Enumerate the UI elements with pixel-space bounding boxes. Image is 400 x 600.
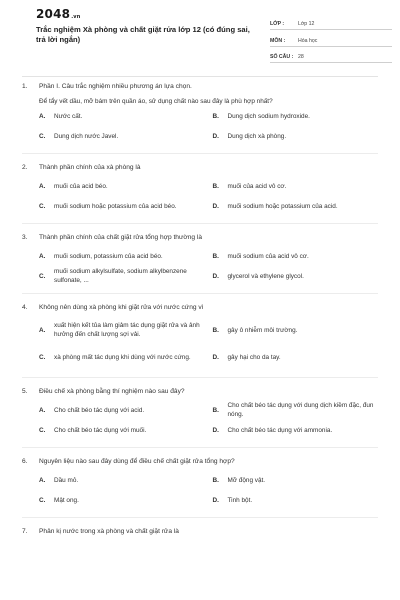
option-letter: A. [39, 252, 46, 260]
question-text: Điều chế xà phòng bằng thí nghiệm nào sau đây? [39, 388, 185, 395]
option-letter: C. [39, 132, 46, 140]
option[interactable] [213, 316, 379, 344]
meta-label: MÔN : [270, 37, 286, 44]
option[interactable] [39, 246, 205, 266]
option-letter: D. [212, 272, 219, 280]
option-letter: B. [212, 406, 219, 414]
option-text: Cho chất béo tác dụng với muối. [54, 426, 147, 434]
option-text: muối sodium hoặc potassium của acid. [227, 202, 338, 210]
option-letter: C. [39, 202, 46, 210]
question [22, 82, 378, 146]
question-line [22, 233, 378, 242]
option-text: gây ô nhiễm môi trường. [227, 326, 298, 334]
question-text: Thành phần chính của chất giặt rửa tổng hợp thường là [39, 234, 203, 241]
question-line [22, 387, 378, 396]
question [22, 233, 378, 286]
option-letter: D. [212, 426, 219, 434]
option[interactable] [39, 106, 205, 126]
option-letter: A. [39, 326, 46, 334]
logo-suffix: .vn [71, 14, 81, 20]
option-text: glycerol và ethylene glycol. [227, 272, 304, 280]
question-text: Nguyên liệu nào sau đây dùng để điều chế chất giặt rửa tổng hợp? [39, 458, 235, 465]
option-letter: C. [39, 353, 46, 361]
option-letter: C. [39, 426, 46, 434]
option[interactable] [213, 400, 379, 420]
question-text: Không nên dùng xà phòng khi giặt rửa với nước cứng vì [39, 304, 204, 311]
option-text: Tinh bột. [227, 496, 253, 504]
meta-row-count [270, 48, 392, 63]
meta-info [270, 15, 392, 65]
question [22, 303, 378, 370]
option[interactable] [213, 420, 379, 440]
option[interactable] [213, 344, 379, 370]
option[interactable] [213, 470, 379, 490]
option-text: Cho chất béo tác dụng với ammonia. [227, 426, 333, 434]
options-grid [22, 400, 378, 440]
option-text: Nước cất. [54, 112, 83, 120]
option-text: Dung dịch xà phòng. [227, 132, 287, 140]
option-text: xà phòng mất tác dụng khi dùng với nước cứng. [54, 353, 191, 361]
meta-value: 28 [298, 54, 304, 60]
question-divider [22, 447, 378, 448]
meta-label: LỚP : [270, 21, 285, 27]
option-letter: B. [212, 112, 219, 120]
document-header [14, 0, 386, 68]
option-text: Dung dịch nước Javel. [54, 132, 119, 140]
option-letter: A. [39, 406, 46, 414]
option-letter: B. [212, 476, 219, 484]
option-text: xuất hiện kết tủa làm giảm tác dụng giặt rửa và ảnh hưởng đến chất lượng sợi vải. [54, 322, 200, 338]
option[interactable] [213, 490, 379, 510]
option-letter: D. [212, 353, 219, 361]
question-list [22, 82, 378, 536]
question-number: 3. [22, 234, 28, 241]
option[interactable] [213, 246, 379, 266]
option-text: muối sodium của acid vô cơ. [227, 252, 309, 260]
option[interactable] [39, 126, 205, 146]
question-subtext: Để tẩy vết dầu, mỡ bám trên quần áo, sử dụng chất nào sau đây là phù hợp nhất? [39, 98, 273, 105]
option-text: muối sodium, potassium của acid béo. [54, 252, 163, 260]
page-title: Trắc nghiệm Xà phòng và chất giặt rửa lớp 12 (có đúng sai, trả lời ngắn) [36, 25, 250, 44]
option-text: muối sodium hoặc potassium của acid béo. [54, 202, 177, 210]
option[interactable] [213, 266, 379, 286]
option-text: gây hại cho da tay. [227, 353, 281, 361]
question [22, 163, 378, 216]
option-letter: D. [212, 496, 219, 504]
question-number: 1. [22, 83, 28, 90]
option[interactable] [39, 344, 205, 370]
meta-row-class [270, 15, 392, 30]
option-letter: B. [212, 182, 219, 190]
question-divider [22, 293, 378, 294]
option[interactable] [213, 106, 379, 126]
meta-value: Lớp 12 [298, 21, 315, 27]
option-letter: B. [212, 326, 219, 334]
option-letter: A. [39, 112, 46, 120]
option-text: Dung dịch sodium hydroxide. [227, 112, 310, 120]
option-letter: C. [39, 272, 46, 280]
question-divider [22, 377, 378, 378]
options-grid [22, 470, 378, 510]
option[interactable] [39, 176, 205, 196]
question [22, 527, 378, 536]
question [22, 457, 378, 510]
options-grid [22, 176, 378, 216]
option[interactable] [213, 176, 379, 196]
question-divider [22, 153, 378, 154]
question-divider [22, 517, 378, 518]
question-number: 6. [22, 458, 28, 465]
option-text: muối của acid béo. [54, 182, 108, 190]
option-text: muối sodium alkylsulfate, sodium alkylbenzene sulfonate, ... [54, 268, 187, 284]
option[interactable] [39, 400, 205, 420]
option-text: Dầu mỏ. [54, 476, 79, 484]
question-text: Phần I. Câu trắc nghiệm nhiều phương án lựa chọn. [39, 83, 192, 90]
option-text: Mật ong. [54, 496, 79, 504]
question-line [22, 303, 378, 312]
question-line [22, 527, 378, 536]
question-line [22, 82, 378, 91]
option[interactable] [39, 196, 205, 216]
meta-row-subject [270, 32, 392, 47]
option-letter: D. [212, 202, 219, 210]
header-divider [22, 76, 378, 77]
option-text: Cho chất béo tác dụng với acid. [54, 406, 145, 414]
option-text: Cho chất béo tác dụng với dung dịch kiềm đặc, đun nóng. [227, 402, 374, 418]
question-number: 4. [22, 304, 28, 311]
site-logo[interactable] [36, 7, 81, 21]
question-number: 7. [22, 528, 28, 535]
option[interactable] [39, 316, 205, 344]
option[interactable] [213, 126, 379, 146]
option-letter: D. [212, 132, 219, 140]
question [22, 387, 378, 440]
meta-value: Hóa học [298, 37, 318, 44]
question-divider [22, 223, 378, 224]
option[interactable] [39, 420, 205, 440]
options-grid [22, 106, 378, 146]
question-text: Thành phần chính của xà phòng là [39, 164, 141, 171]
option[interactable] [39, 266, 205, 286]
option-text: Mỡ động vật. [227, 476, 266, 484]
options-grid [22, 246, 378, 286]
option-letter: A. [39, 476, 46, 484]
option-letter: A. [39, 182, 46, 190]
meta-label: SỐ CÂU : [270, 54, 294, 60]
option-letter: B. [212, 252, 219, 260]
question-line [22, 163, 378, 172]
question-number: 5. [22, 388, 28, 395]
logo-main: 2048 [36, 7, 71, 21]
option[interactable] [39, 470, 205, 490]
option-text: muối của acid vô cơ. [227, 182, 287, 190]
option[interactable] [213, 196, 379, 216]
option-letter: C. [39, 496, 46, 504]
question-number: 2. [22, 164, 28, 171]
options-grid [22, 316, 378, 370]
question-line [22, 457, 378, 466]
option[interactable] [39, 490, 205, 510]
question-text: Phân kị nước trong xà phòng và chất giặt rửa là [39, 528, 179, 535]
